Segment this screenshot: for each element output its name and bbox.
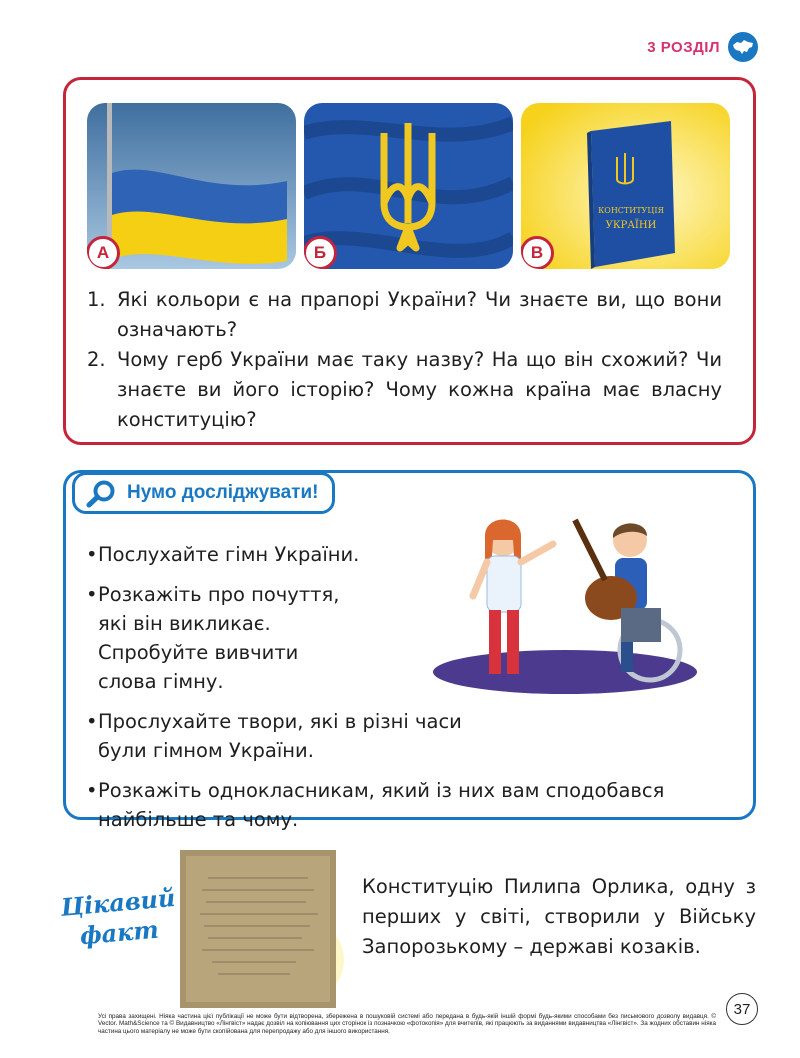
ukraine-map-icon	[728, 32, 758, 62]
fact-title: Цікавий факт	[59, 882, 177, 951]
explore-title: Нумо досліджувати!	[127, 482, 319, 503]
constitution-image	[521, 103, 730, 269]
orlyk-constitution-image	[178, 848, 338, 1014]
coat-of-arms-image	[304, 103, 513, 269]
section-label: 3 РОЗДІЛ	[647, 38, 720, 56]
list-item: • Прослухайте твори, які в різні часи були гімном України.	[86, 707, 498, 765]
fact-text: Конституцію Пилипа Орлика, одну з перших у світі, створили у Війську Запорозькому – державі козаків.	[362, 875, 756, 958]
section-tag	[647, 32, 758, 62]
flag-image	[87, 103, 296, 269]
children-illustration	[425, 500, 705, 704]
question-item: 1. Які кольори є на прапорі України? Чи знаєте ви, що вони означають?	[87, 288, 722, 341]
list-item: • Розкажіть про почуття, які він викликає. Спробуйте вивчити слова гімну.	[86, 580, 358, 696]
magnifier-icon	[85, 479, 117, 513]
symbols-image-row	[87, 103, 730, 269]
book-title-line2: УКРАЇНИ	[605, 220, 657, 231]
image-letter-b: Б	[304, 236, 337, 269]
image-letter-v: В	[521, 236, 554, 269]
question-item: 2. Чому герб України має таку назву? На що він схожий? Чи знаєте ви його історію? Чому кожна країна має власну конституцію?	[87, 348, 722, 431]
book-title-line1: КОНСТИТУЦІЯ	[598, 206, 664, 215]
page-number: 37	[726, 993, 758, 1025]
image-letter-a: А	[87, 236, 120, 269]
explore-header	[72, 472, 335, 514]
list-item: • Послухайте гімн України.	[86, 540, 418, 569]
copyright-notice: Усі права захищені. Ніяка частина цієї публікації не може бути відтворена, збережена в пошуковій системі або передана в будь-якій іншій формі будь-якими способами без письмового дозволу видавця. © Vector. Math&Science та © Видавництво «Лінгвіст» надає дозвіл на копіювання цих сторінок із позначкою «фотокопія» для вчителів, які працюють за виданнями видавництва «Лінгвіст». За жодних обставин ніяка частина цього матеріалу не може бути скопійована для перепродажу або для іншого використання.	[98, 1013, 716, 1035]
list-item: • Розкажіть однокласникам, який із них вам сподобався найбільше та чому.	[86, 776, 698, 834]
questions-list	[87, 285, 722, 435]
